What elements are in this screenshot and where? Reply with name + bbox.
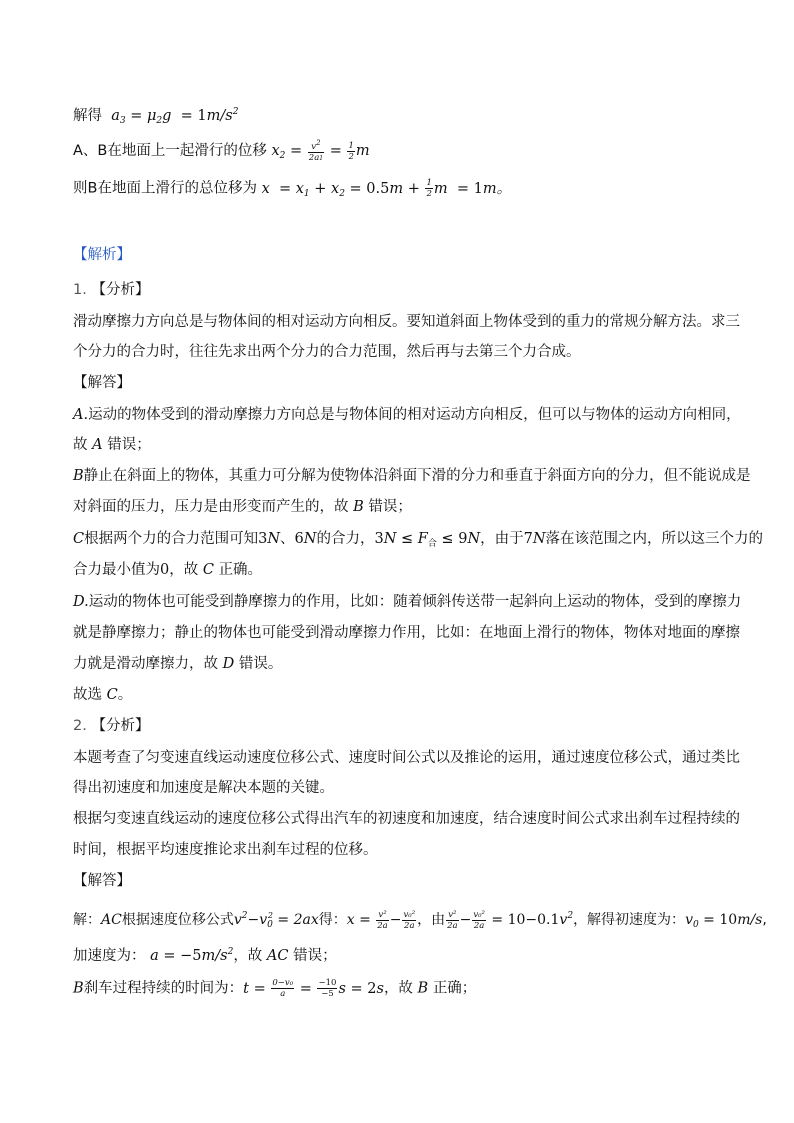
text: A、B在地面上一起滑行的位移 — [73, 143, 267, 159]
option-letter: B — [73, 980, 84, 997]
q2-analysis-line3: 根据匀变速直线运动的速度位移公式得出汽车的初速度和加速度，结合速度时间公式求出刹车过程持续的 — [73, 811, 740, 827]
q2-analysis-label: 【分析】 — [91, 718, 150, 734]
q1-option-d-line1: D.运动的物体也可能受到静摩擦力的作用，比如：随着倾斜传送带一起斜向上运动的物体，受到的摩擦力 — [73, 594, 742, 610]
q2-analysis-line2: 得出初速度和加速度是解决本题的关键。 — [73, 780, 334, 796]
q2-solution-line2: 加速度为： $a = -5m/s^2$，故 AC 错误； — [73, 947, 337, 964]
option-letter: C — [73, 531, 85, 547]
derivation-line-x2 — [73, 138, 370, 166]
math-x2: $x_2$ = $\frac{v^2}{2a1}$ = $\frac{1}{2}$ m — [271, 139, 370, 163]
math-total: $x = x_1 + x_2 = 0.5m$ + $\frac{1}{2}$ m = 1m。 — [261, 178, 512, 199]
text: 解得 — [73, 108, 102, 124]
q2-number: 2. — [73, 718, 87, 734]
q2-solution-line3: B刹车过程持续的时间为：t = $\frac{\text{0−v₀}}{a}$ = $\frac{-10}{-5}$ s = 2s，故 B 正确； — [73, 978, 477, 999]
math-a3: $a_3 = \mu_2g = 1m/s^2$ — [106, 107, 239, 126]
q1-option-b-line1: B静止在斜面上的物体，其重力可分解为使物体沿斜面下滑的分力和垂直于斜面方向的分力，但不能说成是 — [73, 468, 751, 484]
section-title-jiexi: 【解析】 — [73, 247, 131, 263]
q1-option-d-line3: 力就是滑动摩擦力，故 D 错误。 — [73, 656, 283, 672]
option-letter: D. — [73, 594, 89, 610]
q1-option-b-line2: 对斜面的压力，压力是由形变而产生的，故 B 错误； — [73, 499, 412, 515]
q2-analysis-header — [73, 716, 149, 736]
q1-analysis-label: 【分析】 — [91, 282, 150, 298]
q1-option-c-line1: C根据两个力的合力范围可知3N、6N的合力，$3N \le F_合 \le 9N$，由于7N落在该范围之内，所以这三个力的 — [73, 531, 764, 549]
q1-answer-label: 【解答】 — [73, 375, 131, 391]
derivation-line-total — [73, 178, 511, 204]
q1-option-d-line2: 就是静摩擦力；静止的物体也可能受到滑动摩擦力作用，比如：在地面上滑行的物体，物体对地面的摩擦 — [73, 625, 740, 641]
q1-option-a-line2: 故 A 错误； — [73, 437, 151, 453]
q2-analysis-line4: 时间，根据平均速度推论求出刹车过程的位移。 — [73, 842, 378, 858]
q1-choose: 故选 C。 — [73, 687, 133, 703]
q2-solution-line1: 解：AC根据速度位移公式$v^2-v_0^2 = 2ax$得：x = $\frac{\text{v²}}{2a}$ − $\frac{\text{v₀²}}{2a}$ ，由 $\frac{\text{v²}}{2a}$ − $\frac{\text{v₀²}}{2a}$ = $10-0.1v^2$，解得初速度为：$v_0 = 10m/s$, — [73, 909, 767, 931]
text: 则B在地面上滑行的总位移为 — [73, 180, 257, 197]
option-letter: B — [73, 468, 84, 484]
q1-analysis-header — [73, 280, 149, 300]
derivation-line-a3 — [73, 102, 238, 131]
option-letter: A. — [73, 407, 89, 423]
q1-analysis-line2: 个分力的合力时，往往先求出两个分力的合力范围，然后再与去第三个力合成。 — [73, 344, 581, 360]
q2-analysis-line1: 本题考查了匀变速直线运动速度位移公式、速度时间公式以及推论的运用，通过速度位移公式，通过类比 — [73, 750, 740, 766]
q1-option-a-line1: A.运动的物体受到的滑动摩擦力方向总是与物体间的相对运动方向相反，但可以与物体的运动方向相同， — [73, 407, 741, 423]
q2-answer-label: 【解答】 — [73, 873, 131, 889]
q1-analysis-line1: 滑动摩擦力方向总是与物体间的相对运动方向相反。要知道斜面上物体受到的重力的常规分解方法。求三 — [73, 314, 740, 330]
q1-number: 1. — [73, 282, 87, 298]
q1-option-c-line2: 合力最小值为0，故 C 正确。 — [73, 562, 263, 578]
